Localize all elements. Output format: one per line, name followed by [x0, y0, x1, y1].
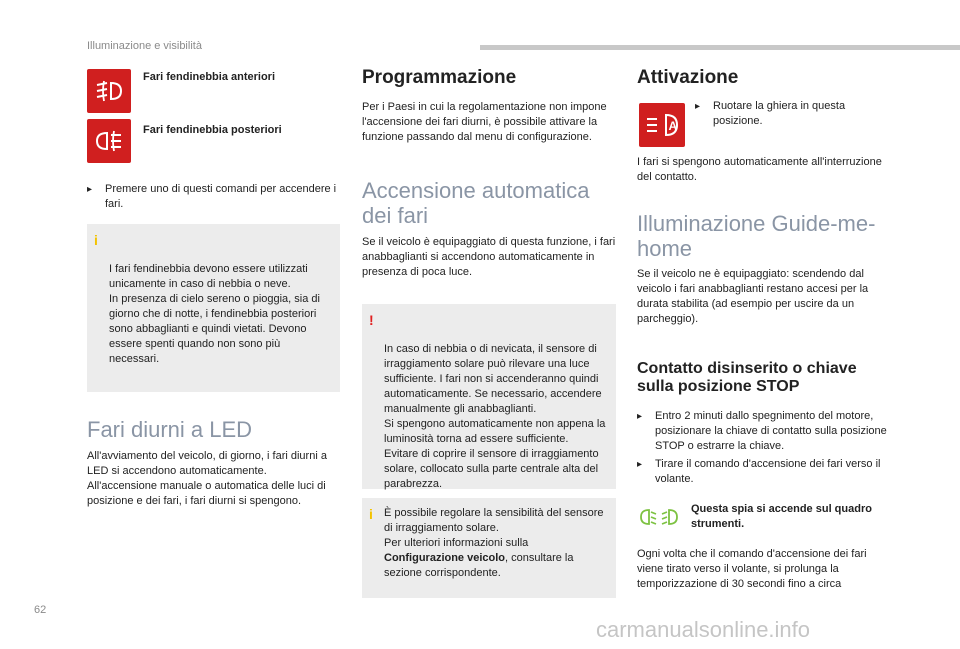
activation-title: Attivazione: [637, 67, 739, 88]
led-body: All'avviamento del veicolo, di giorno, i fari diurni a LED si accendono automaticamente. All'accensione manuale o automatica delle luci di posizione e dei fari, i fari diurni si spengono.: [87, 450, 327, 507]
info-marker-icon: i: [369, 506, 373, 522]
svg-text:A: A: [668, 119, 678, 133]
watermark: carmanualsonline.info: [596, 617, 811, 642]
fog-front-row: [87, 69, 275, 113]
bullet-marker-icon: ▸: [87, 184, 93, 195]
bullet-marker-icon: ▸: [637, 459, 643, 470]
auto-lights-body: Se il veicolo è equipaggiato di questa funzione, i fari anabbaglianti si accendono automaticamente in presenza di poca luce.: [362, 236, 616, 278]
dipped-beam-warning-icon: [637, 506, 681, 528]
rear-fog-light-icon: [87, 119, 131, 163]
fog-rear-label: Fari fendinebbia posteriori: [143, 124, 282, 136]
stop-bullet-2: ▸ Tirare il comando d'accensione dei fari verso il volante.: [637, 458, 881, 485]
programming-title: Programmazione: [362, 67, 517, 88]
auto-info-note: i È possibile regolare la sensibilità del sensore di irraggiamento solare. Per ulteriori informazioni sulla Configurazione veicolo, consultare la sezione corrispondente.: [362, 498, 616, 598]
stop-title: Contatto disinserito o chiave sulla posizione STOP: [637, 360, 857, 395]
programming-body: Per i Paesi in cui la regolamentazione non impone l'accensione dei fari diurni, è possibile attivare la funzione passando dal menu di configurazione.: [362, 101, 607, 143]
page-number: 62: [34, 604, 47, 616]
fog-info-note: i I fari fendinebbia devono essere utilizzati unicamente in caso di nebbia o neve. In presenza di cielo sereno o pioggia, sia di giorno che di notte, i fendinebbia posteriori sono abbaglianti e quindi vietati. Devono essere spenti quando non sono più necessari.: [87, 224, 340, 392]
auto-lights-title: Accensione automatica dei fari: [362, 178, 590, 228]
stop-bullet-1: ▸ Entro 2 minuti dallo spegnimento del motore, posizionare la chiave di contatto sulla posizione STOP o estrarre la chiave.: [637, 410, 887, 452]
fog-bullet: ▸ Premere uno di questi comandi per accendere i fari.: [87, 183, 337, 210]
info-marker-icon: i: [94, 232, 98, 248]
bullet-marker-icon: ▸: [695, 101, 701, 112]
guide-me-home-body: Se il veicolo ne è equipaggiato: scendendo dal veicolo i fari anabbaglianti restano accesi per la durata stabilita (ad esempio per uscire da un parcheggio).: [637, 268, 869, 325]
activation-body: I fari si spengono automaticamente all'interruzione del contatto.: [637, 156, 882, 183]
auto-headlight-icon: [639, 103, 685, 147]
warning-marker-icon: !: [369, 312, 374, 328]
front-fog-light-icon: [87, 69, 131, 113]
spia-label: Questa spia si accende sul quadro strumenti.: [691, 503, 872, 530]
led-title: Fari diurni a LED: [87, 417, 253, 442]
guide-me-home-title: Illuminazione Guide-me-home: [637, 211, 876, 261]
stop-body: Ogni volta che il comando d'accensione dei fari viene tirato verso il volante, si prolunga la temporizzazione di 30 secondi fino a circa: [637, 548, 867, 590]
bullet-marker-icon: ▸: [637, 411, 643, 422]
fog-front-label: Fari fendinebbia anteriori: [143, 71, 276, 83]
header-bar: [480, 45, 960, 50]
fog-rear-row: [87, 119, 282, 163]
activation-bullet: ▸ Ruotare la ghiera in questa posizione.: [695, 100, 846, 127]
auto-warning-note: ! In caso di nebbia o di nevicata, il sensore di irraggiamento solare può rilevare una luce sufficiente. I fari non si accenderanno quindi automaticamente. Se necessario, accendere manualmente gli anabbaglianti. Si spengono automaticamente non appena la luminosità torna ad essere sufficiente. Evitare di coprire il sensore di irraggiamento solare, collocato sulla parte centrale alta del parabrezza.: [362, 304, 616, 489]
section-header: Illuminazione e visibilità: [87, 40, 202, 52]
